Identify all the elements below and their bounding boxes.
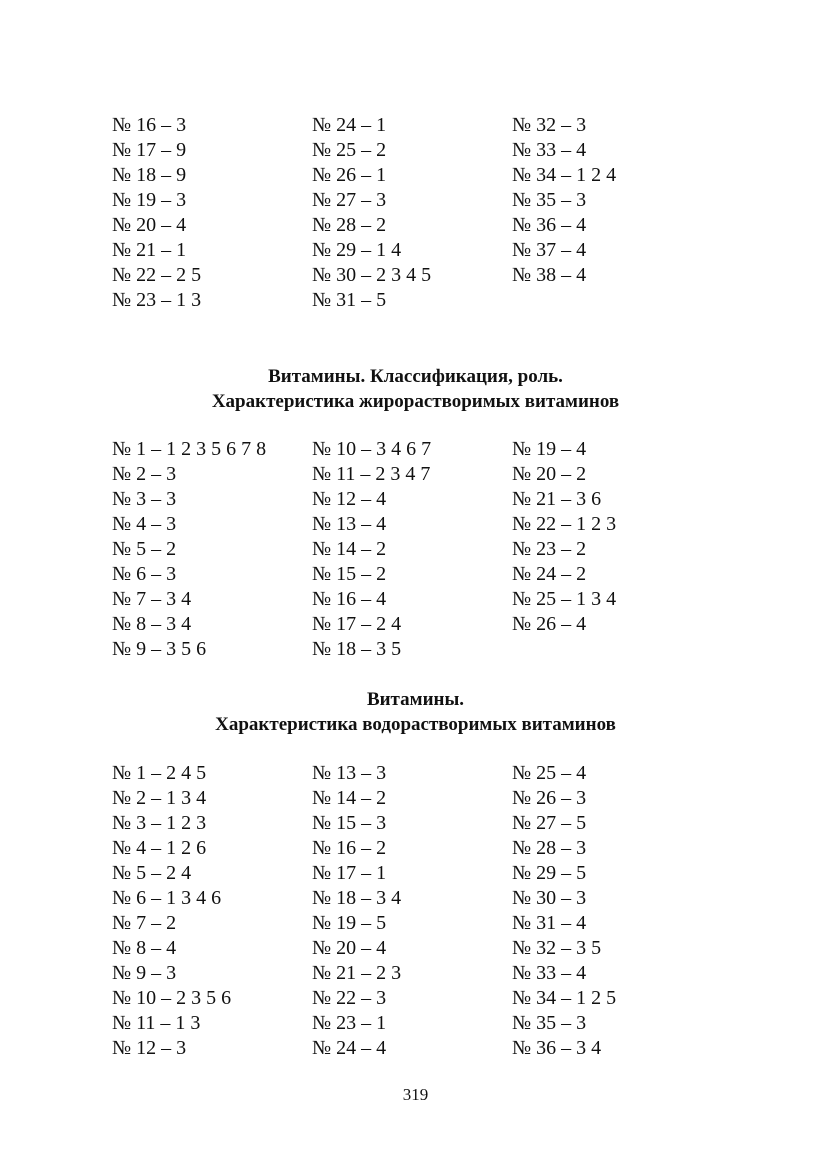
answer-item: № 21 – 2 3 <box>312 962 402 984</box>
answer-item: № 18 – 3 5 <box>312 638 402 660</box>
answer-item: № 11 – 1 3 <box>112 1012 201 1034</box>
answer-item: № 33 – 4 <box>512 139 587 161</box>
answer-columns <box>112 113 712 313</box>
answer-item: № 26 – 4 <box>512 613 587 635</box>
answer-item: № 25 – 4 <box>512 762 587 784</box>
answer-item: № 31 – 5 <box>312 289 387 311</box>
answer-item: № 2 – 3 <box>112 463 177 485</box>
answer-item: № 20 – 4 <box>312 937 387 959</box>
answer-item: № 26 – 1 <box>312 164 387 186</box>
answer-column-3 <box>512 761 712 1061</box>
answer-item: № 10 – 2 3 5 6 <box>112 987 232 1009</box>
answer-item: № 35 – 3 <box>512 189 587 211</box>
answer-item: № 20 – 2 <box>512 463 587 485</box>
answer-item: № 21 – 1 <box>112 239 187 261</box>
answer-column-3 <box>512 437 712 662</box>
answer-item: № 3 – 1 2 3 <box>112 812 207 834</box>
section-heading-water-soluble <box>0 687 831 737</box>
answer-item: № 13 – 4 <box>312 513 387 535</box>
answer-item: № 8 – 4 <box>112 937 177 959</box>
answer-item: № 19 – 5 <box>312 912 387 934</box>
answer-item: № 16 – 3 <box>112 114 187 136</box>
answer-item: № 19 – 3 <box>112 189 187 211</box>
answer-item: № 19 – 4 <box>512 438 587 460</box>
answer-item: № 1 – 1 2 3 5 6 7 8 <box>112 438 267 460</box>
answer-item: № 38 – 4 <box>512 264 587 286</box>
answer-item: № 33 – 4 <box>512 962 587 984</box>
answer-columns <box>112 761 712 1061</box>
answer-item: № 9 – 3 <box>112 962 177 984</box>
answer-item: № 1 – 2 4 5 <box>112 762 207 784</box>
answer-item: № 24 – 1 <box>312 114 387 136</box>
answer-item: № 32 – 3 <box>512 114 587 136</box>
answer-item: № 5 – 2 <box>112 538 177 560</box>
answer-item: № 23 – 2 <box>512 538 587 560</box>
answer-item: № 5 – 2 4 <box>112 862 192 884</box>
answer-item: № 18 – 3 4 <box>312 887 402 909</box>
answer-item: № 34 – 1 2 5 <box>512 987 617 1009</box>
answer-item: № 14 – 2 <box>312 787 387 809</box>
answer-item: № 20 – 4 <box>112 214 187 236</box>
answer-item: № 6 – 3 <box>112 563 177 585</box>
answer-item: № 36 – 4 <box>512 214 587 236</box>
answers-block-water-soluble <box>112 761 712 1061</box>
answer-item: № 14 – 2 <box>312 538 387 560</box>
answer-item: № 37 – 4 <box>512 239 587 261</box>
answer-item: № 29 – 1 4 <box>312 239 402 261</box>
answer-item: № 24 – 4 <box>312 1037 387 1059</box>
answer-item: № 2 – 1 3 4 <box>112 787 207 809</box>
answer-item: № 22 – 1 2 3 <box>512 513 617 535</box>
heading-line: Характеристика водорастворимых витаминов <box>215 714 616 735</box>
answer-item: № 30 – 3 <box>512 887 587 909</box>
answers-block-1 <box>112 113 712 313</box>
answer-item: № 8 – 3 4 <box>112 613 192 635</box>
answer-item: № 16 – 4 <box>312 588 387 610</box>
answer-column-1 <box>112 113 312 313</box>
answer-item: № 11 – 2 3 4 7 <box>312 463 431 485</box>
answer-item: № 31 – 4 <box>512 912 587 934</box>
answer-item: № 22 – 3 <box>312 987 387 1009</box>
answers-block-fat-soluble <box>112 437 712 662</box>
answer-item: № 23 – 1 3 <box>112 289 202 311</box>
answer-item: № 4 – 1 2 6 <box>112 837 207 859</box>
answer-item: № 30 – 2 3 4 5 <box>312 264 432 286</box>
answer-item: № 4 – 3 <box>112 513 177 535</box>
answer-item: № 27 – 5 <box>512 812 587 834</box>
answer-item: № 32 – 3 5 <box>512 937 602 959</box>
section-heading-fat-soluble <box>0 364 831 414</box>
heading-line: Характеристика жирорастворимых витаминов <box>211 391 620 412</box>
answer-item: № 12 – 4 <box>312 488 387 510</box>
answer-item: № 17 – 9 <box>112 139 187 161</box>
answer-item: № 24 – 2 <box>512 563 587 585</box>
answer-item: № 17 – 1 <box>312 862 387 884</box>
answer-item: № 12 – 3 <box>112 1037 187 1059</box>
answer-item: № 34 – 1 2 4 <box>512 164 617 186</box>
answer-item: № 16 – 2 <box>312 837 387 859</box>
answer-item: № 6 – 1 3 4 6 <box>112 887 222 909</box>
answer-item: № 28 – 3 <box>512 837 587 859</box>
answer-item: № 36 – 3 4 <box>512 1037 602 1059</box>
answer-item: № 21 – 3 6 <box>512 488 602 510</box>
answer-column-2 <box>312 437 512 662</box>
answer-item: № 17 – 2 4 <box>312 613 402 635</box>
answer-item: № 7 – 3 4 <box>112 588 192 610</box>
answer-item: № 10 – 3 4 6 7 <box>312 438 432 460</box>
answer-item: № 29 – 5 <box>512 862 587 884</box>
answer-columns <box>112 437 712 662</box>
answer-item: № 35 – 3 <box>512 1012 587 1034</box>
answer-item: № 3 – 3 <box>112 488 177 510</box>
answer-column-1 <box>112 437 312 662</box>
answer-item: № 25 – 2 <box>312 139 387 161</box>
page-number: 319 <box>402 1085 429 1104</box>
answer-column-2 <box>312 113 512 313</box>
answer-item: № 13 – 3 <box>312 762 387 784</box>
answer-item: № 15 – 2 <box>312 563 387 585</box>
answer-item: № 15 – 3 <box>312 812 387 834</box>
answer-item: № 27 – 3 <box>312 189 387 211</box>
answer-item: № 7 – 2 <box>112 912 177 934</box>
heading-line: Витамины. <box>366 689 465 710</box>
answer-item: № 18 – 9 <box>112 164 187 186</box>
answer-item: № 26 – 3 <box>512 787 587 809</box>
answer-item: № 23 – 1 <box>312 1012 387 1034</box>
answer-item: № 22 – 2 5 <box>112 264 202 286</box>
heading-line: Витамины. Классификация, роль. <box>268 366 563 387</box>
answer-column-2 <box>312 761 512 1061</box>
answer-column-1 <box>112 761 312 1061</box>
answer-column-3 <box>512 113 712 313</box>
answer-item: № 28 – 2 <box>312 214 387 236</box>
answer-item: № 25 – 1 3 4 <box>512 588 617 610</box>
answer-item: № 9 – 3 5 6 <box>112 638 207 660</box>
